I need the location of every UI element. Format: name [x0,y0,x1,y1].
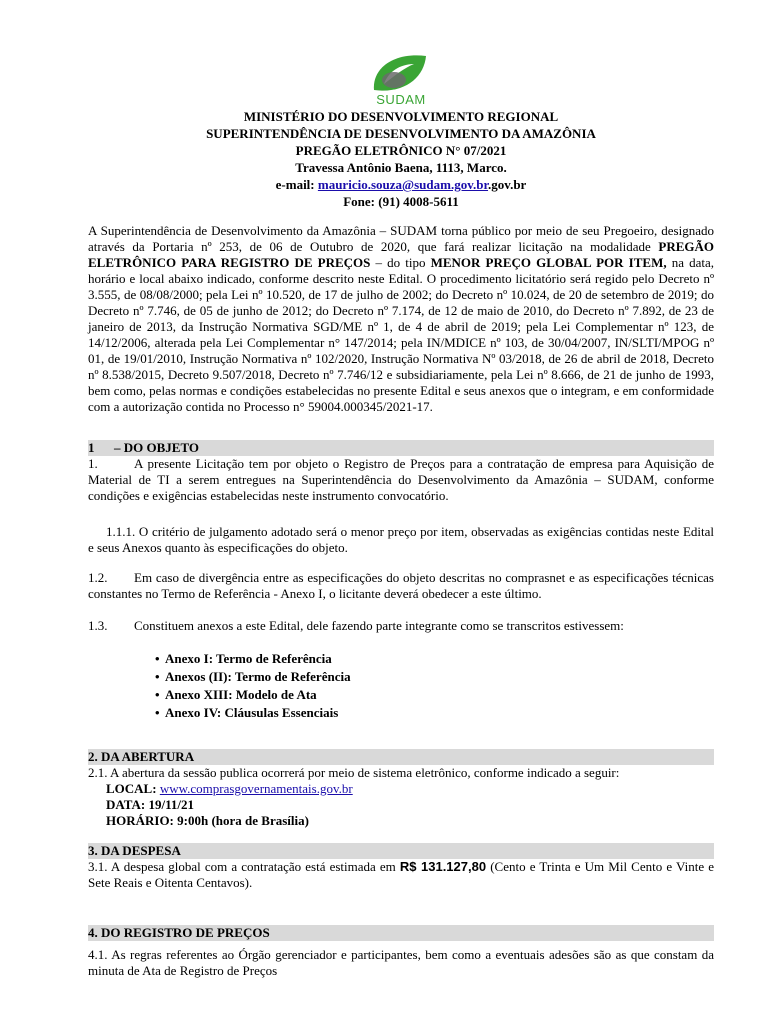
paragraph-1-1-1: 1.1.1. O critério de julgamento adotado será o menor preço por item, observadas as exigências contidas neste Edital e seus Anexos quanto às especificações do objeto. [88,524,714,555]
section-3 [88,843,714,891]
paragraph-1-3: 1.3. Constituem anexos a este Edital, dele fazendo parte integrante como se transcritos estivessem: [88,618,624,633]
email-line: e-mail: mauricio.souza@sudam.gov.br.gov.br [275,177,527,192]
ministry-line: MINISTÉRIO DO DESENVOLVIMENTO REGIONAL [243,109,559,124]
list-item: • Anexo XIII: Modelo de Ata [155,686,351,704]
section-title: 2. DA ABERTURA [88,749,714,765]
local-line: LOCAL: www.comprasgovernamentais.gov.br [106,781,353,796]
section-title: 4. DO REGISTRO DE PREÇOS [88,925,714,941]
document-header [88,108,714,210]
logo-text: SUDAM [376,92,426,107]
amount: R$ 131.127,80 [399,859,487,874]
intro-paragraph: A Superintendência de Desenvolvimento da Amazônia – SUDAM torna público por meio de seu Pregoeiro, designado através da Portaria nº 253, de 06 de Outubro de 2020, que fará realizar licitação na modalidade PREGÃO ELETRÔNICO PARA REGISTRO DE PREÇOS – do tipo MENOR PREÇO GLOBAL POR ITEM, na data, horário e local abaixo indicado, conforme descrito neste Edital. O procedimento licitatório será regido pelo Decreto nº 3.555, de 08/08/2000; pela Lei nº 10.520, de 17 de julho de 2002; do Decreto nº 10.024, de 20 de setembro de 2019; do Decreto nº 7.746, de 05 de junho de 2012; do Decreto nº 7.174, de 12 de maio de 2010, do Decreto nº 7.892, de 23 de janeiro de 2013, da Instrução Normativa SGD/ME nº 1, de 4 de abril de 2019; pela Lei Complementar nº 123, de 14/12/2006, alterada pela Lei Complementar n° 147/2014; pela IN/MDICE nº 103, de 30/04/2007, IN/SLTI/MPOG nº 01, de 19/01/2010, Instrução Normativa nº 102/2020, Instrução Normativa Nº 03/2018, de 26 de abril de 2018, Decreto nº 8.538/2015, Decreto 9.507/2018, Decreto nº 7.746/12 e subsidiariamente, pela Lei nº 8.666, de 21 de junho de 1993, bem como, pelas normas e condições estabelecidas no presente Edital e seus anexos que o integram, e em conformidade com a autorização contida no Processo n° 59004.000345/2021-17. [88,223,714,414]
paragraph-2-1: 2.1. A abertura da sessão publica ocorrerá por meio de sistema eletrônico, conforme indicado a seguir: [88,765,620,780]
section-1 [88,440,714,504]
time-line: HORÁRIO: 9:00h (hora de Brasília) [106,813,309,828]
comprasnet-link[interactable]: www.comprasgovernamentais.gov.br [159,781,353,796]
phone-line: Fone: (91) 4008-5611 [343,194,459,209]
address-line: Travessa Antônio Baena, 1113, Marco. [295,160,507,175]
paragraph-1: 1. A presente Licitação tem por objeto o Registro de Preços para a contratação de empresa para Aquisição de Material de TI a serem entregues na Superintendência do Desenvolvimento da Amazônia – SUDAM, conforme condições e exigências estabelecidas neste instrumento convocatório. [88,456,714,503]
date-line: DATA: 19/11/21 [106,797,194,812]
tender-title: PREGÃO ELETRÔNICO N° 07/2021 [295,143,507,158]
paragraph-3-1: 3.1. A despesa global com a contratação está estimada em R$ 131.127,80 (Cento e Trinta e Um Mil Cento e Vinte e Sete Reais e Oitenta Centavos). [88,859,714,890]
section-title: 1 – DO OBJETO [88,440,714,456]
agency-line: SUPERINTENDÊNCIA DE DESENVOLVIMENTO DA AMAZÔNIA [206,126,596,141]
email-link[interactable]: mauricio.souza@sudam.gov.br [317,177,489,192]
list-item: • Anexos (II): Termo de Referência [155,668,351,686]
annex-list [155,650,351,722]
section-2 [88,749,714,829]
section-4 [88,925,714,979]
paragraph-4-1: 4.1. As regras referentes ao Órgão gerenciador e participantes, bem como a eventuais adesões são as que constam da minuta de Ata de Registro de Preços [88,947,714,978]
section-title: 3. DA DESPESA [88,843,714,859]
paragraph-1-2: 1.2. Em caso de divergência entre as especificações do objeto descritas no comprasnet e as especificações técnicas constantes no Termo de Referência - Anexo I, o licitante deverá obedecer a este último. [88,570,714,601]
list-item: • Anexo IV: Cláusulas Essenciais [155,704,351,722]
list-item: • Anexo I: Termo de Referência [155,650,351,668]
